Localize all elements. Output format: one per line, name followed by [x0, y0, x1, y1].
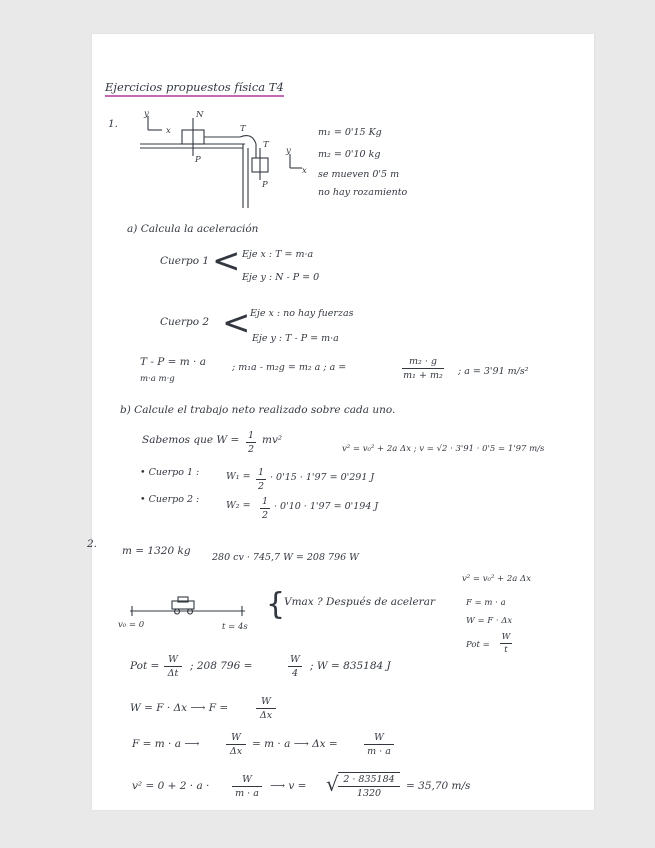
body1-frac-den: 2 — [257, 481, 265, 492]
given-m1: m₁ = 0'15 Kg — [318, 127, 382, 138]
work-frac-num: 1 — [247, 430, 255, 441]
pot-line-left: Pot = — [130, 660, 160, 672]
line-w-num: W — [261, 696, 271, 707]
line-v-sqrt-den: 1320 — [356, 788, 382, 799]
ex2-power: 280 cv · 745,7 W = 208 796 W — [212, 552, 359, 563]
ex2-pot-den: t — [504, 645, 508, 655]
line-f-d2: m · a — [367, 746, 391, 757]
ex2-pot-num: W — [501, 632, 511, 642]
given-friction: no hay rozamiento — [318, 187, 408, 198]
line-v-result: = 35,70 m/s — [406, 780, 471, 792]
label-t1: T — [240, 124, 246, 134]
car-track-diagram — [130, 596, 250, 620]
line-v-frac-1 — [232, 774, 262, 799]
body1-work-rest: · 0'15 · 1'97 = 0'291 J — [270, 472, 375, 483]
body2-frac-num: 1 — [261, 496, 269, 507]
line-w-fraction — [256, 696, 276, 721]
line-v-mid: ⟶ v = — [270, 780, 307, 792]
ex2-brace: { — [266, 587, 286, 622]
body2-work-rest: · 0'10 · 1'97 = 0'194 J — [274, 501, 379, 512]
ex2-side-eq-2: F = m · a — [466, 598, 506, 608]
line-f-d1: Δx — [229, 746, 243, 757]
work-rest: mv² — [262, 434, 283, 446]
body1-work: W₁ = — [226, 471, 251, 482]
line-f-n2: W — [374, 732, 384, 743]
exercise-2-number: 2. — [87, 538, 98, 550]
label-y2: y — [286, 146, 291, 156]
body1-eq-x: Eje x : T = m·a — [242, 249, 314, 260]
body2-work-fraction — [260, 496, 270, 521]
ex2-mass: m = 1320 kg — [122, 545, 191, 557]
body2-eq-x: Eje x : no hay fuerzas — [250, 308, 354, 319]
part-a-heading: a) Calcula la aceleración — [127, 223, 259, 235]
page-title: Ejercicios propuestos física T4 — [105, 80, 284, 97]
body1-brace: < — [212, 241, 241, 281]
pot-line-d1: Δt — [167, 668, 179, 679]
label-n: N — [196, 110, 204, 120]
pot-line-right: ; W = 835184 J — [310, 660, 391, 672]
accel-frac-den: m₁ + m₂ — [403, 370, 443, 381]
line-f-mid: = m · a ⟶ Δx = — [252, 738, 338, 750]
line-w-left: W = F · Δx ⟶ F = — [130, 702, 229, 714]
line-v-sqrt-fraction — [338, 772, 400, 799]
line-v-d1: m · a — [235, 788, 259, 799]
accel-frac-num: m₂ · g — [409, 356, 437, 367]
line-v-n1: W — [242, 774, 252, 785]
line-f-n1: W — [231, 732, 241, 743]
line-w-den: Δx — [259, 710, 273, 721]
pot-line-n1: W — [168, 654, 178, 665]
ex2-pot-fraction — [500, 632, 512, 655]
body1-frac-num: 1 — [257, 467, 265, 478]
sqrt-sign: √ — [326, 772, 339, 796]
pot-line-n2: W — [290, 654, 300, 665]
accel-fraction — [402, 356, 444, 381]
ex2-side-eq-3: W = F · Δx — [466, 616, 513, 626]
ex2-question: Vmax ? Después de acelerar — [284, 596, 435, 608]
given-m2: m₂ = 0'10 kg — [318, 149, 381, 160]
pot-line-frac-2 — [288, 654, 302, 679]
label-y1: y — [144, 109, 149, 119]
accel-eq-under: m·a m·g — [140, 374, 175, 384]
velocity-eq: v² = v₀² + 2a Δx ; v = √2 · 3'91 · 0'5 = 1'97 m/s — [342, 444, 545, 454]
label-x1: x — [166, 126, 171, 136]
body1-work-fraction — [256, 467, 266, 492]
body2-frac-den: 2 — [261, 510, 269, 521]
accel-eq-mid: ; m₁a - m₂g = m₂ a ; a = — [232, 362, 347, 373]
accel-result: ; a = 3'91 m/s² — [458, 366, 529, 377]
label-p2: P — [262, 180, 268, 190]
label-p1: P — [195, 155, 201, 165]
ex2-pot-label: Pot = — [466, 640, 490, 650]
exercise-1-number: 1. — [108, 118, 119, 130]
work-fraction — [246, 430, 256, 455]
body1-eq-y: Eje y : N - P = 0 — [242, 272, 320, 283]
body2-label: Cuerpo 2 — [160, 316, 210, 328]
work-intro: Sabemos que W = — [142, 434, 240, 446]
pot-line-d2: 4 — [291, 668, 299, 679]
work-frac-den: 2 — [247, 444, 255, 455]
part-b-heading: b) Calcule el trabajo neto realizado sobre cada uno. — [120, 404, 396, 416]
accel-eq-left: T - P = m · a — [140, 356, 206, 368]
given-distance: se mueven 0'5 m — [318, 169, 400, 180]
line-f-frac-2 — [364, 732, 394, 757]
label-x2: x — [302, 166, 307, 176]
body2-brace: < — [222, 303, 251, 343]
pot-line-frac-1 — [164, 654, 182, 679]
body2-work: W₂ = — [226, 500, 251, 511]
body2-eq-y: Eje y : T - P = m·a — [252, 333, 339, 344]
body1-label: Cuerpo 1 — [160, 255, 210, 267]
ex2-v0: v₀ = 0 — [118, 620, 145, 630]
ex2-time: t = 4s — [222, 622, 248, 632]
pot-line-mid: ; 208 796 = — [190, 660, 253, 672]
pulley-diagram — [140, 108, 310, 208]
line-f-left: F = m · a ⟶ — [132, 738, 200, 750]
label-t2: T — [263, 140, 269, 150]
ex2-side-eq-1: v² = v₀² + 2a Δx — [462, 574, 531, 584]
line-f-frac-1 — [226, 732, 246, 757]
body2-work-label: • Cuerpo 2 : — [140, 494, 200, 505]
line-v-sqrt-num: 2 · 835184 — [343, 774, 395, 785]
body1-work-label: • Cuerpo 1 : — [140, 467, 200, 478]
line-v-left: v² = 0 + 2 · a · — [132, 780, 210, 792]
